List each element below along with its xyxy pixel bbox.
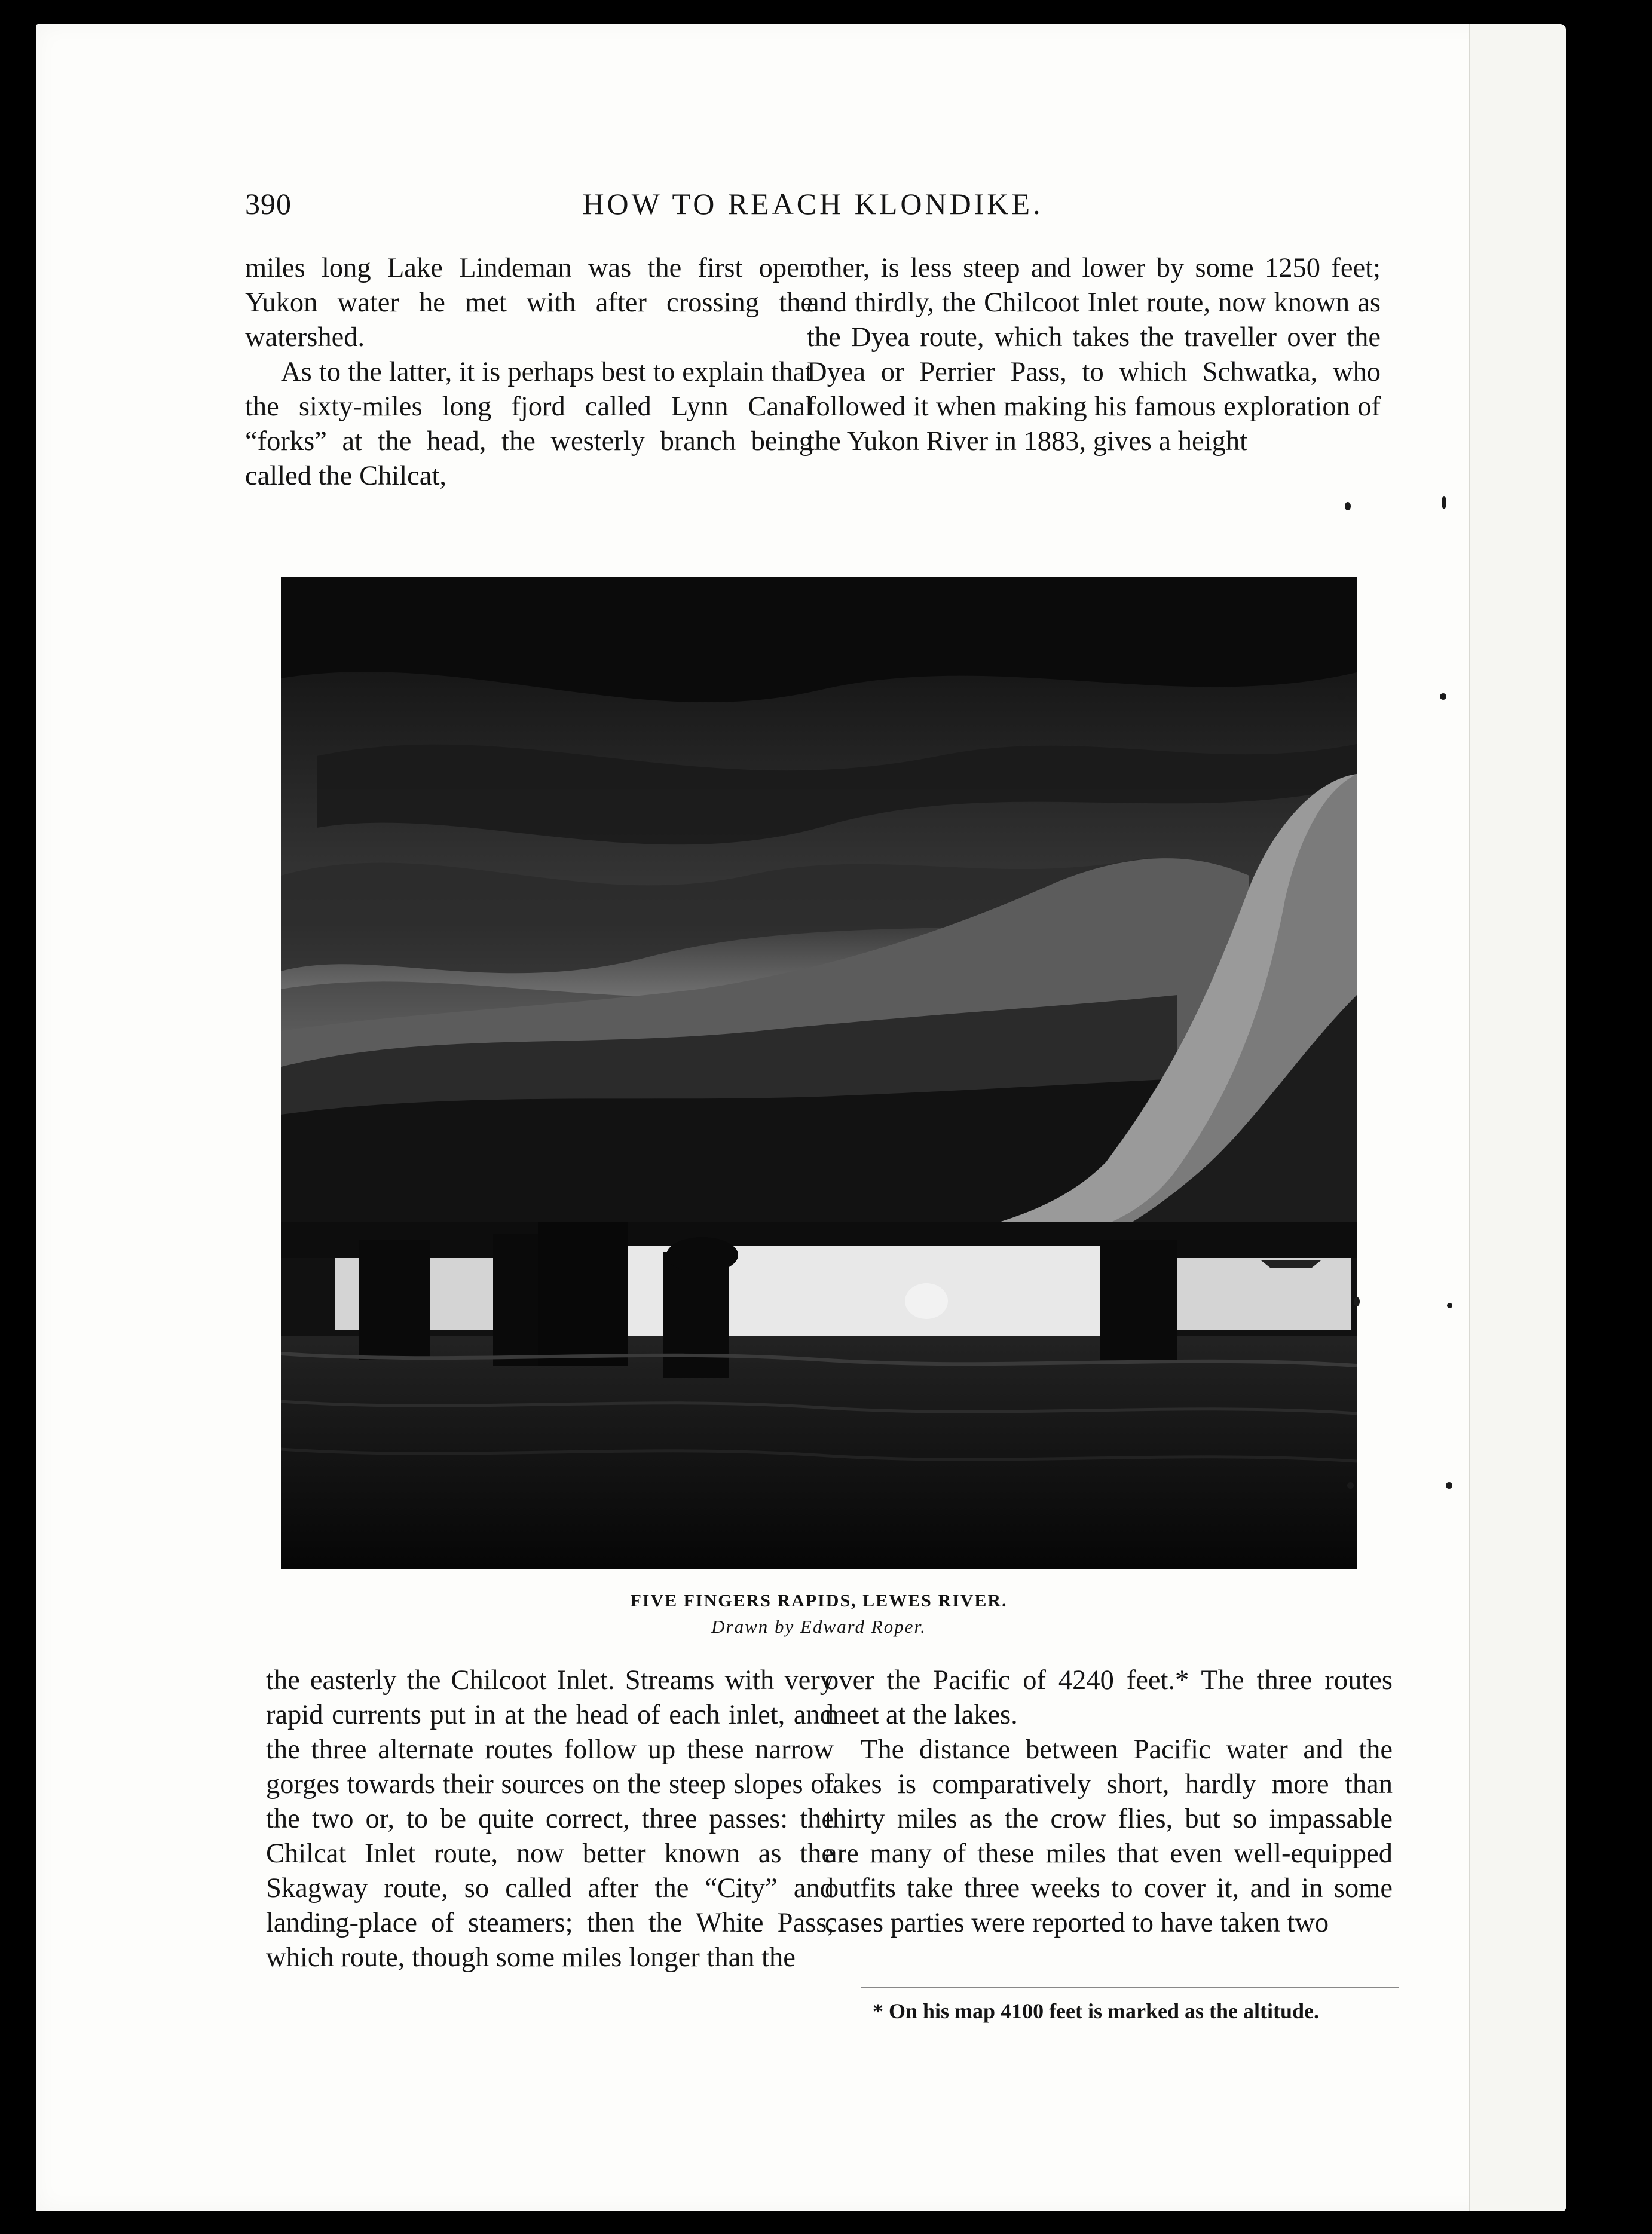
paragraph: miles long Lake Lindeman was the first open Yukon water he met with after crossing the watershed. (245, 253, 813, 353)
book-page (36, 24, 1566, 2211)
paragraph: the easterly the Chilcoot Inlet. Streams with very rapid currents put in at the head of each inlet, and the three alternate routes follow up these narrow gorges towards their sources on the steep slopes of the two or, to be quite correct, three passes: the Chilcat Inlet route, now better known as the Skagway route, so called after the “City” and landing-place of steamers; then the White Pass, which route, though some miles longer than the (266, 1665, 834, 1973)
ink-speck (1354, 1297, 1360, 1306)
top-right-column (807, 251, 1381, 459)
footnote-rule (861, 1987, 1399, 1988)
ink-speck (1347, 1482, 1354, 1489)
bottom-right-column (825, 1663, 1393, 1941)
page-header (245, 186, 1381, 222)
page-number: 390 (245, 187, 292, 221)
ink-speck (1447, 1303, 1452, 1308)
figure-caption (281, 1589, 1357, 1640)
paragraph: The distance between Pacific water and the lakes is comparatively short, hardly more than thirty miles as the crow flies, but so impassable are many of these miles that even well-equipped outfits take three weeks to cover it, and in some cases parties were reported to have taken two (825, 1734, 1393, 1938)
top-left-column (245, 251, 813, 494)
paragraph: As to the latter, it is perhaps best to explain that the sixty-miles long fjord called Lynn Canal “forks” at the head, the westerly branch being called the Chilcat, (245, 357, 813, 491)
paragraph: over the Pacific of 4240 feet.* The three routes meet at the lakes. (825, 1665, 1393, 1730)
ink-speck (1440, 693, 1446, 700)
page-edge (1469, 24, 1566, 2211)
ink-speck (1338, 693, 1345, 700)
caption-credit: Drawn by Edward Roper. (711, 1616, 926, 1637)
running-title: HOW TO REACH KLONDIKE. (582, 187, 1044, 221)
river-landscape-illustration (281, 577, 1357, 1569)
ink-speck (1345, 502, 1351, 510)
ink-speck (1446, 1482, 1452, 1489)
caption-title: FIVE FINGERS RAPIDS, LEWES RIVER. (630, 1591, 1008, 1611)
paragraph: other, is less steep and lower by some 1250 feet; and thirdly, the Chilcoot Inlet route, now known as the Dyea route, which takes the traveller over the Dyea or Perrier Pass, to which Schwatka, who followed it when making his famous exploration of the Yukon River in 1883, gives a height (807, 253, 1381, 457)
ink-speck (1442, 496, 1446, 509)
bottom-left-column (266, 1663, 834, 1975)
footnote: * On his map 4100 feet is marked as the altitude. (873, 1999, 1319, 2023)
illustration (281, 577, 1357, 1569)
